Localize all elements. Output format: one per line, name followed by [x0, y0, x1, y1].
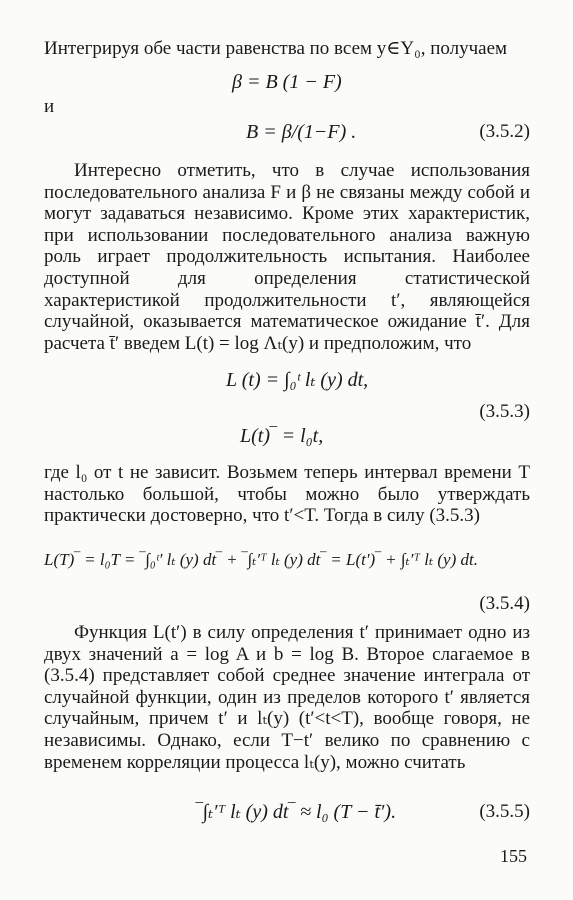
- paragraph-interval-T: где l₀ от t не зависит. Возьмем теперь интервал времени T настолько большой, чтобы можно было утверждать практически достоверно, что t′<T. Тогда в силу (3.5.3): [44, 462, 530, 527]
- paragraph-sequential-analysis: Интересно отметить, что в случае использования последовательного анализа F и β не связаны между собой и могут задаваться независимо. Кроме этих характеристик, при использовании последовательного анализа важную роль играет продолжительность испытания. Наиболее доступной для определения статистической характеристикой продолжительности t′, являющейся случайной, оказывается математическое ожидание t̄′. Для расчета t̄′ введем L(t) = log Λₜ(y) и предположим, что: [44, 160, 530, 354]
- page-number: 155: [500, 846, 527, 866]
- equation-3-5-4: L(T)‾ = l₀T = ‾∫₀ᵗ′ lₜ (y) dt‾ + ‾∫ₜ′ᵀ lₜ (y) dt‾ = L(t′)‾ + ∫ₜ′ᵀ lₜ (y) dt.: [44, 550, 478, 569]
- paragraph-function-L: Функция L(t′) в силу определения t′ принимает одно из двух значений a = log A и b = log B. Второе слагаемое в (3.5.4) представляет собой среднее значение интеграла от случайной функции, один из пределов которого t′ является случайным, причем t′ и lₜ(y) (t′<t<T), вообще говоря, не независимы. Однако, если T−t′ велико по сравнению с временем корреляции процесса lₜ(y), можно считать: [44, 622, 530, 773]
- conjunction-and: и: [44, 96, 55, 117]
- equation-3-5-5: ‾∫ₜ′ᵀ lₜ (y) dt‾ ≈ l₀ (T − t̄′).: [196, 801, 397, 823]
- equation-number-3-5-5: (3.5.5): [479, 801, 530, 822]
- paragraph-intro: Интегрируя обе части равенства по всем y∈Y₀, получаем: [44, 38, 508, 59]
- equation-3-5-3-first-line: L (t) = ∫₀ᵗ lₜ (y) dt,: [226, 369, 369, 391]
- equation-number-3-5-3: (3.5.3): [479, 401, 530, 422]
- equation-3-5-3-second-line: L(t)‾ = l₀t,: [240, 425, 324, 447]
- equation-beta: β = B (1 − F): [232, 71, 342, 93]
- equation-number-3-5-2: (3.5.2): [479, 121, 530, 142]
- equation-number-3-5-4: (3.5.4): [479, 593, 530, 614]
- equation-3-5-2: B = β/(1−F) .: [246, 121, 357, 143]
